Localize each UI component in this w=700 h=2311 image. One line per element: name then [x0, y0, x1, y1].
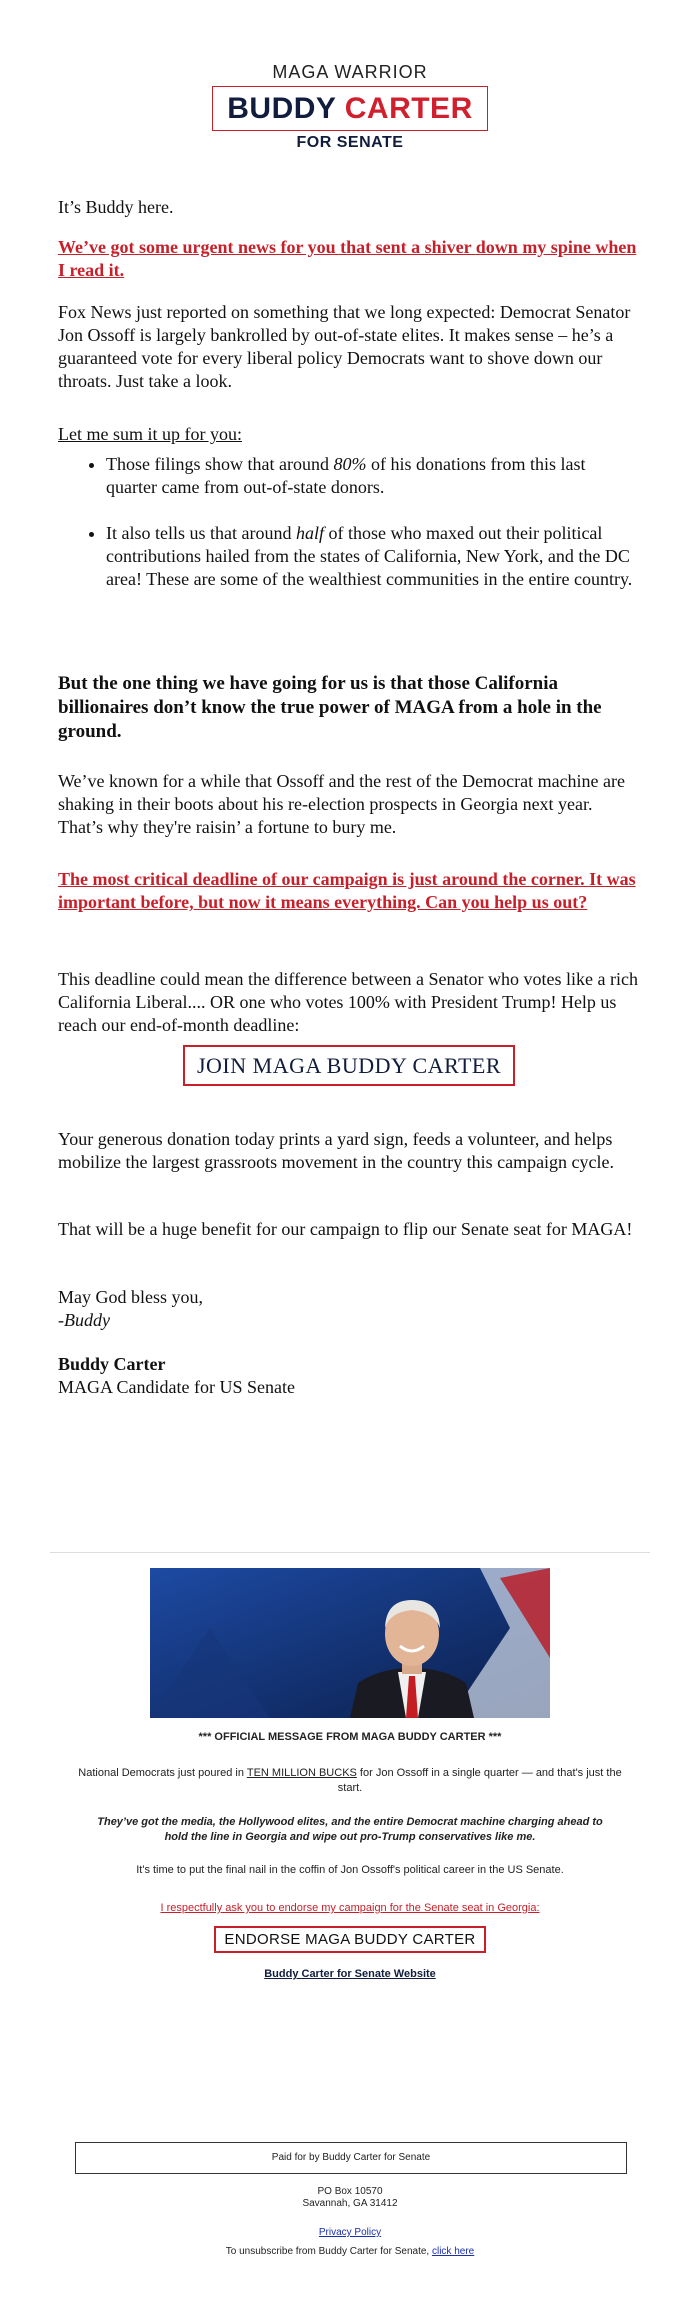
paragraph-donation: Your generous donation today prints a yard sign, feeds a volunteer, and helps mobilize the largest grassroots movement in the country this campaign cycle. [58, 1129, 615, 1172]
privacy-wrapper [70, 2225, 630, 2240]
sum-up-heading: Let me sum it up for you: [58, 424, 242, 444]
endorse-button[interactable]: ENDORSE MAGA BUDDY CARTER [214, 1926, 485, 1953]
footer-line-ten-million: National Democrats just poured in TEN MILLION BUCKS for Jon Ossoff in a single quarter — and that's just the start. [78, 1767, 622, 1794]
signature: -Buddy [58, 1310, 110, 1330]
unsubscribe-link[interactable]: click here [431, 2246, 475, 2257]
privacy-policy-link[interactable]: Privacy Policy [318, 2227, 382, 2238]
signer-name: Buddy Carter [58, 1354, 166, 1374]
greeting: It’s Buddy here. [58, 197, 174, 217]
website-link[interactable]: Buddy Carter for Senate Website [264, 1968, 436, 1980]
logo-tagline: MAGA WARRIOR [272, 62, 428, 82]
section-divider [50, 1552, 650, 1553]
paragraph-flip-seat: That will be a huge benefit for our campaign to flip our Senate seat for MAGA! [58, 1219, 633, 1239]
campaign-logo [0, 62, 700, 152]
official-message-label: *** OFFICIAL MESSAGE FROM MAGA BUDDY CARTER *** [198, 1731, 502, 1743]
paragraph-fox-news: Fox News just reported on something that we long expected: Democrat Senator Jon Ossoff is largely bankrolled by out-of-state elites. It makes sense – he’s a guaranteed vote for every liberal policy Democrats want to shove down our throats. Just take a look. [58, 302, 631, 391]
bullet-item: • It also tells us that around half of those who maxed out their political contributions hailed from the states of California, New York, and the DC area! These are some of the wealthiest communities in the entire country. [106, 522, 640, 591]
paragraph-democrat-machine: We’ve known for a while that Ossoff and the rest of the Democrat machine are shaking in their boots about his re-election prospects in Georgia next year. That’s why they're raisin’ a fortune to bury me. [58, 771, 626, 837]
logo-name-box [212, 86, 487, 131]
endorse-ask-link[interactable]: I respectfully ask you to endorse my campaign for the Senate seat in Georgia: [160, 1902, 540, 1914]
footer-final-nail-line: It's time to put the final nail in the coffin of Jon Ossoff's political career in the US Senate. [136, 1864, 564, 1876]
candidate-photo-banner[interactable] [150, 1568, 550, 1718]
logo-first-name: BUDDY [227, 92, 336, 125]
candidate-portrait-image [150, 1568, 550, 1718]
urgent-headline[interactable]: We’ve got some urgent news for you that sent a shiver down my spine when I read it. [58, 237, 637, 280]
unsubscribe-line: To unsubscribe from Buddy Carter for Senate, click here [225, 2246, 475, 2257]
bullet-item: • Those filings show that around 80% of his donations from this last quarter came from out-of-state donors. [106, 453, 640, 499]
critical-deadline-headline[interactable]: The most critical deadline of our campaign is just around the corner. It was important before, but now it means everything. Can you help us out? [58, 869, 636, 912]
logo-last-name: CARTER [344, 92, 473, 125]
mailing-address-line1: PO Box 10570 [317, 2186, 383, 2197]
mailing-address-line2: Savannah, GA 31412 [302, 2198, 398, 2209]
closing-line: May God bless you, [58, 1287, 203, 1307]
logo-subline: FOR SENATE [296, 134, 404, 151]
cta-wrapper [58, 1045, 640, 1086]
join-button[interactable]: JOIN MAGA BUDDY CARTER [183, 1045, 515, 1086]
paragraph-deadline: This deadline could mean the difference between a Senator who votes like a rich California Liberal.... OR one who votes 100% with President Trump! Help us reach our end-of-month deadline: [58, 969, 638, 1035]
ten-million-link[interactable]: TEN MILLION BUCKS [246, 1767, 357, 1779]
footer-italic-line: They’ve got the media, the Hollywood elites, and the entire Democrat machine charging ahead to hold the line in Georgia and wipe out pro-Trump conservatives like me. [97, 1816, 603, 1843]
endorse-wrapper [70, 1926, 630, 1953]
paid-for-disclaimer: Paid for by Buddy Carter for Senate [75, 2142, 627, 2174]
bold-paragraph: But the one thing we have going for us is that those California billionaires don’t know the true power of MAGA from a hole in the ground. [58, 673, 602, 742]
signer-title: MAGA Candidate for US Senate [58, 1377, 295, 1397]
bullet-list [58, 453, 640, 614]
